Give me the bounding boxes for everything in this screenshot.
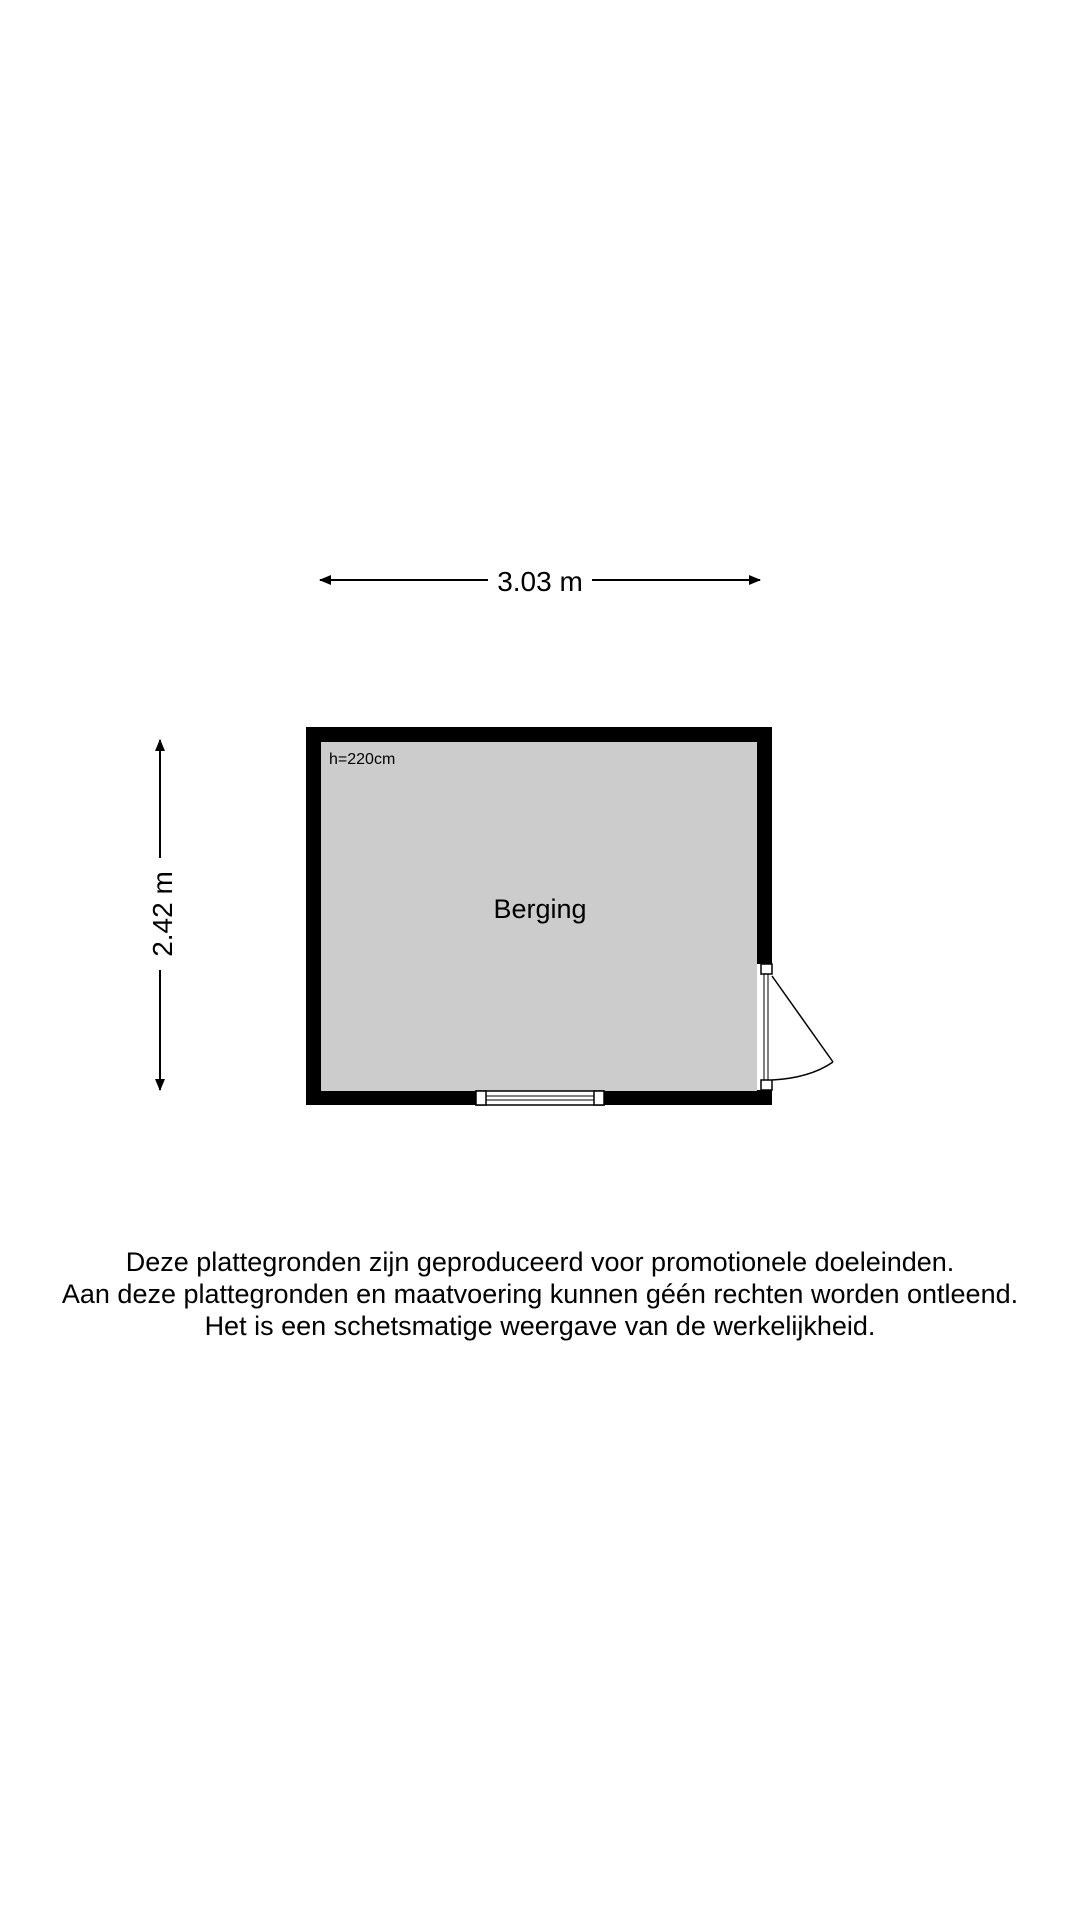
door-leaf bbox=[772, 976, 833, 1062]
disclaimer-line: Aan deze plattegronden en maatvoering kunnen géén rechten worden ontleend. bbox=[61, 1279, 1019, 1309]
width-dimension bbox=[320, 566, 760, 597]
room-name-label: Berging bbox=[493, 894, 587, 924]
depth-dimension bbox=[147, 740, 178, 1090]
disclaimer-line: Het is een schetsmatige weergave van de werkelijkheid. bbox=[204, 1311, 876, 1341]
room-berging bbox=[306, 727, 833, 1105]
door-right bbox=[757, 964, 833, 1090]
disclaimer bbox=[0, 1246, 1080, 1342]
window-bottom bbox=[476, 1091, 604, 1105]
door-swing-arc bbox=[772, 1062, 833, 1080]
disclaimer-line: Deze plattegronden zijn geproduceerd voor promotionele doeleinden. bbox=[125, 1247, 955, 1277]
depth-dimension-label: 2.42 m bbox=[147, 871, 178, 957]
width-dimension-label: 3.03 m bbox=[497, 566, 583, 597]
room-height-label: h=220cm bbox=[329, 751, 396, 768]
